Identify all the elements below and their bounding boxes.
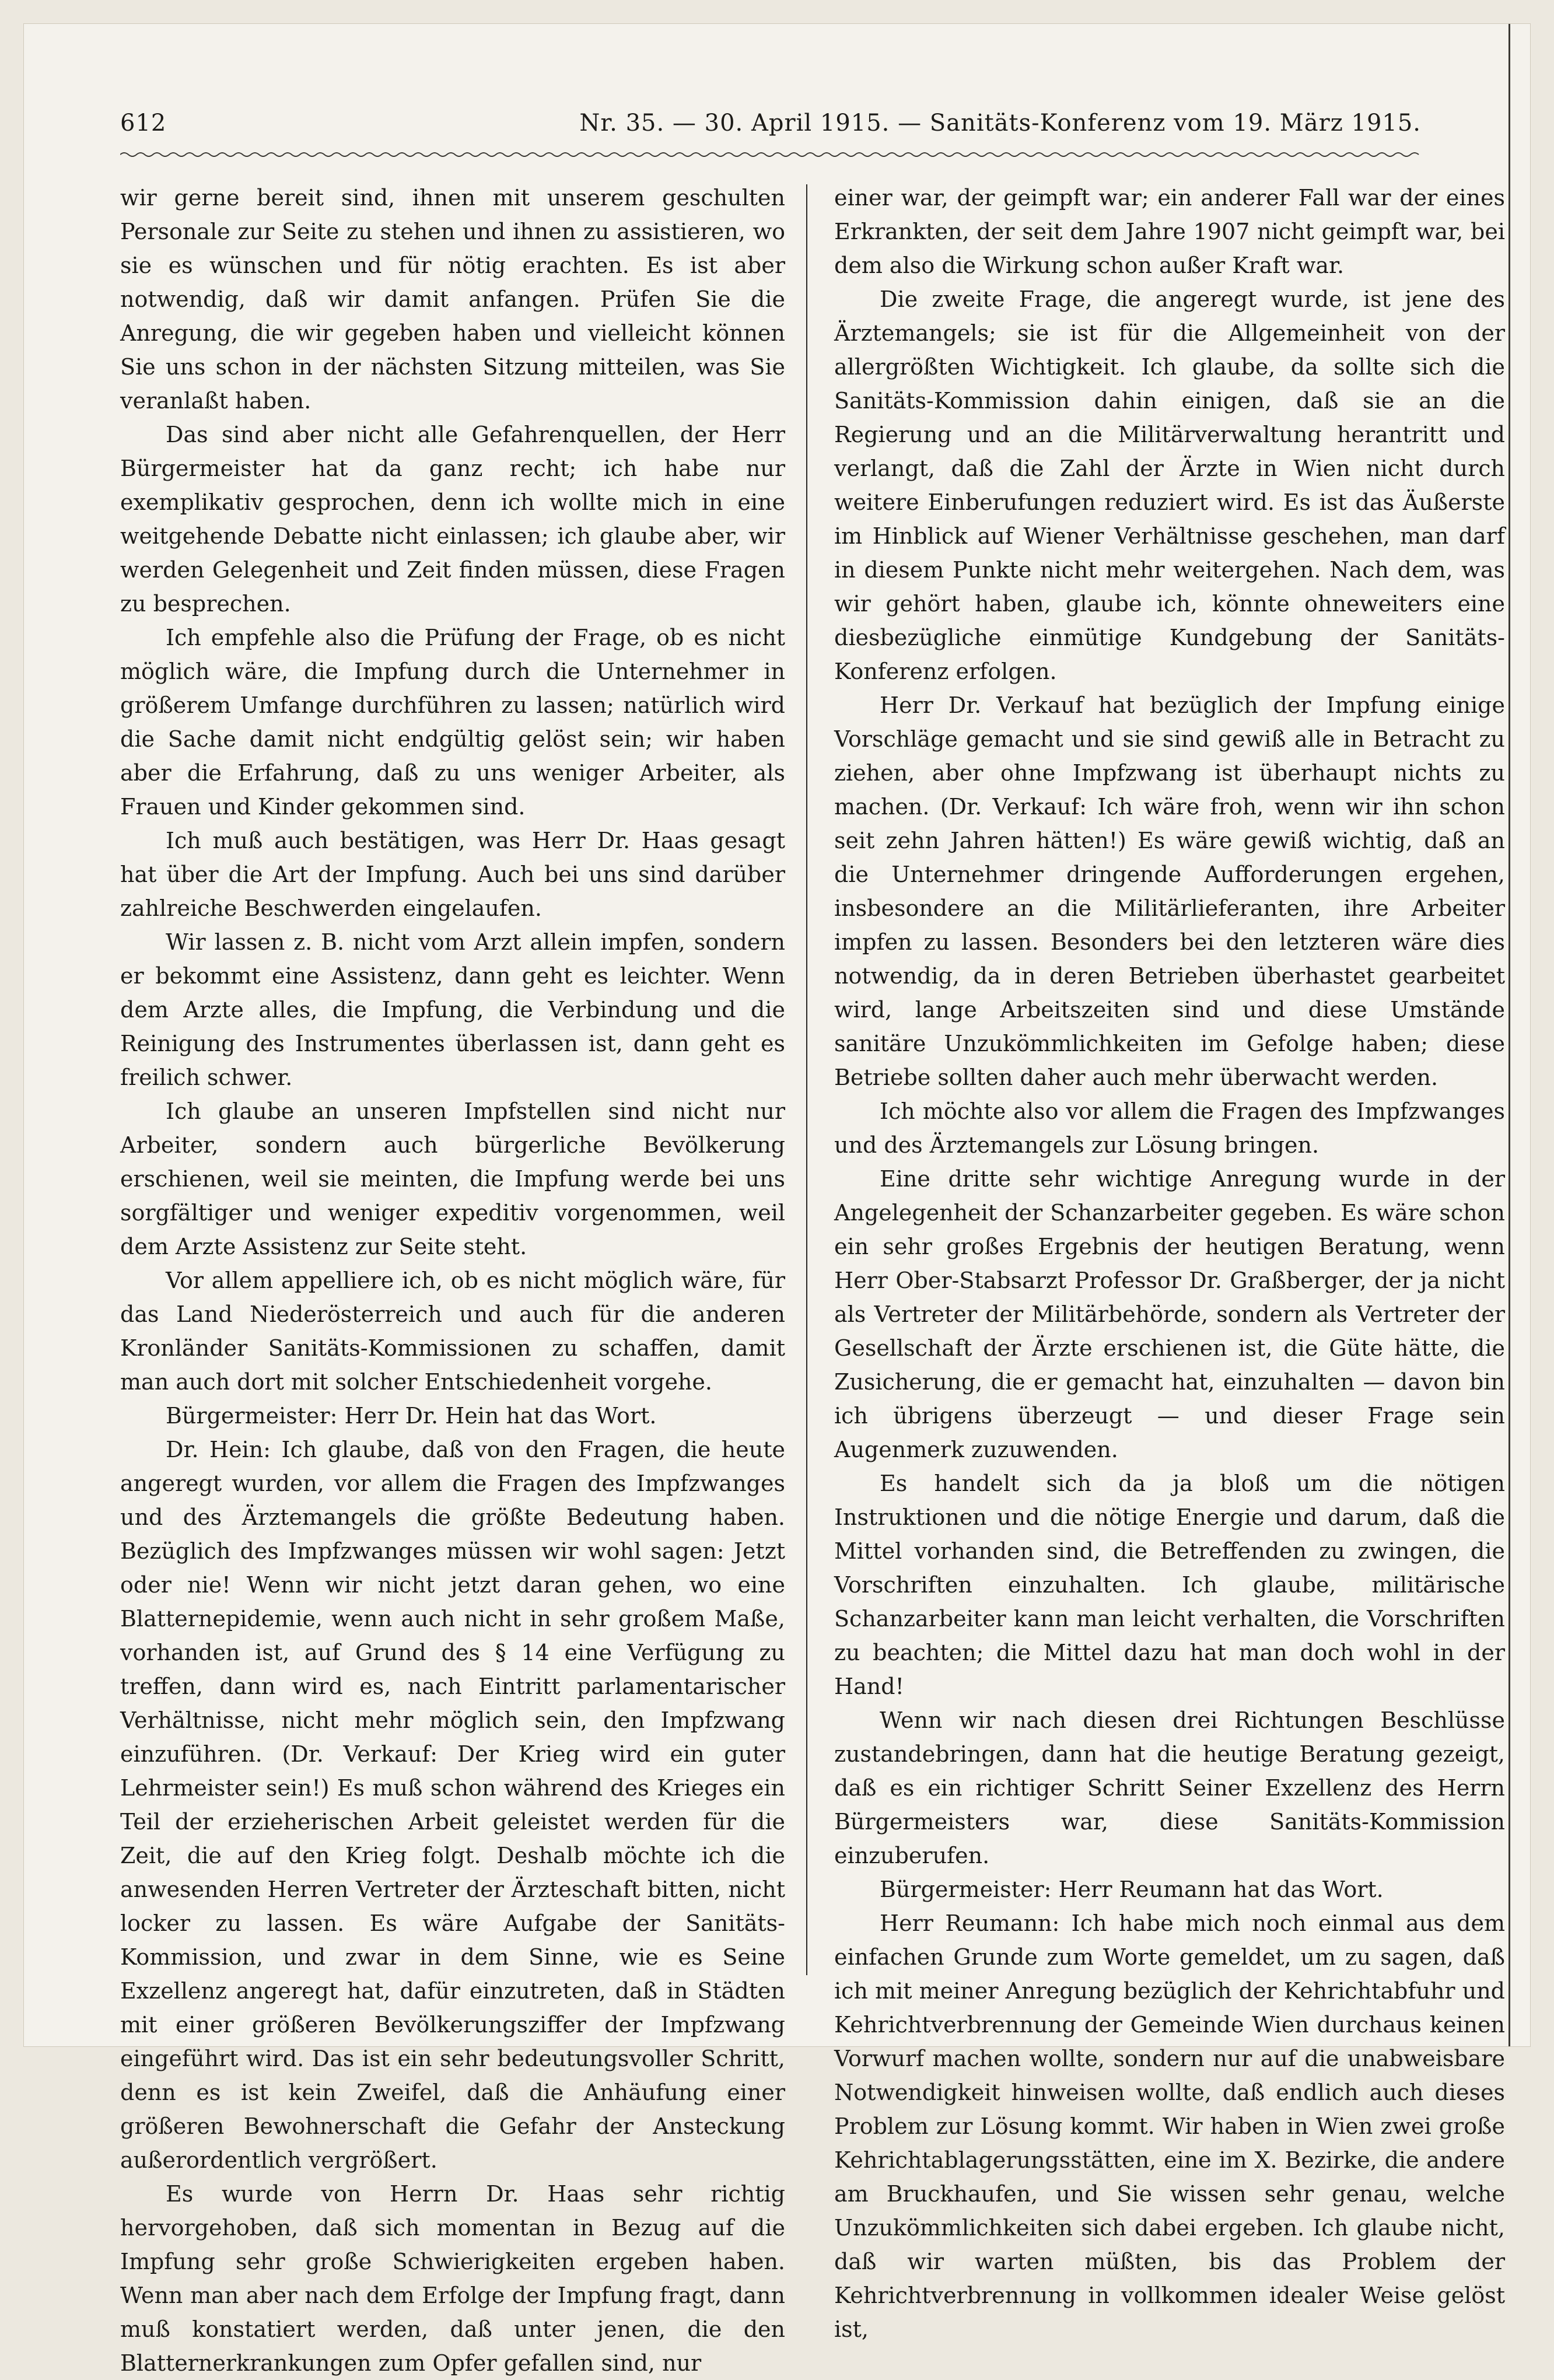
paragraph: Dr. Hein: Ich glaube, daß von den Fragen, die heute angeregt wurden, vor allem die Fragen des Impfzwanges und des Ärztemangels die größte Bedeutung haben. Bezüglich des Impfzwanges müssen wir wohl sagen: Jetzt oder nie! Wenn wir nicht jetzt daran gehen, wo eine Blatternepidemie, wenn auch nicht in sehr großem Maße, vorhanden ist, auf Grund des § 14 eine Verfügung zu treffen, dann wird es, nach Eintritt parlamentarischer Verhältnisse, nicht mehr möglich sein, den Impfzwang einzuführen. (Dr. Verkauf: Der Krieg wird ein guter Lehrmeister sein!) Es muß schon während des Krieges ein Teil der erzieherischen Arbeit geleistet werden für die Zeit, die auf den Krieg folgt. Deshalb möchte ich die anwesenden Herren Vertreter der Ärzteschaft bitten, nicht locker zu lassen. Es wäre Aufgabe der Sanitäts-Kommission, und zwar in dem Sinne, wie es Seine Exzellenz angeregt hat, dafür einzutreten, daß in Städten mit einer größeren Bevölkerungsziffer der Impfzwang eingeführt wird. Das ist ein sehr bedeutungsvoller Schritt, denn es ist kein Zweifel, daß die Anhäufung einer größeren Bewohnerschaft die Gefahr der Ansteckung außerordentlich vergrößert. bbox=[120, 1437, 785, 2173]
paragraph: Herr Dr. Verkauf hat bezüglich der Impfung einige Vorschläge gemacht und sie sind gewiß alle in Betracht zu ziehen, aber ohne Impfzwang ist überhaupt nichts zu machen. (Dr. Verkauf: Ich wäre froh, wenn wir ihn schon seit zehn Jahren hätten!) Es wäre gewiß wichtig, daß an die Unternehmer dringende Aufforderungen ergehen, insbesondere an die Militärlieferanten, ihre Arbeiter impfen zu lassen. Besonders bei den letzteren wäre dies notwendig, da in deren Betrieben überhastet gearbeitet wird, lange Arbeitszeiten sind und diese Umstände sanitäre Unzukömmlichkeiten im Gefolge haben; diese Betriebe sollten daher auch mehr überwacht werden. bbox=[834, 692, 1505, 1090]
right-column bbox=[834, 181, 1505, 2346]
paragraph: Ich muß auch bestätigen, was Herr Dr. Haas gesagt hat über die Art der Impfung. Auch bei uns sind darüber zahlreiche Beschwerden eingelaufen. bbox=[120, 828, 785, 921]
running-title: Nr. 35. — 30. April 1915. — Sanitäts-Konferenz vom 19. März 1915. bbox=[579, 110, 1421, 136]
paragraph: Herr Reumann: Ich habe mich noch einmal aus dem einfachen Grunde zum Worte gemeldet, um zu sagen, daß ich mit meiner Anregung bezüglich der Kehrichtabfuhr und Kehrichtverbrennung der Gemeinde Wien durchaus keinen Vorwurf machen wollte, sondern nur auf die unabweisbare Notwendigkeit hinweisen wollte, daß endlich auch dieses Problem zur Lösung kommt. Wir haben in Wien zwei große Kehrichtablagerungsstätten, eine im X. Bezirke, die andere am Bruckhaufen, und Sie wissen sehr genau, welche Unzukömmlichkeiten sich dabei ergeben. Ich glaube nicht, daß wir warten müßten, bis das Problem der Kehrichtverbrennung in vollkommen idealer Weise gelöst ist, bbox=[834, 1910, 1505, 2342]
column-divider bbox=[806, 184, 807, 1975]
page-frame-edge bbox=[1508, 24, 1510, 2046]
page-number: 612 bbox=[120, 110, 167, 136]
paragraph: Das sind aber nicht alle Gefahrenquellen, der Herr Bürgermeister hat da ganz recht; ich habe nur exemplikativ gesprochen, denn ich wollte mich in eine weitgehende Debatte nicht einlassen; ich glaube aber, wir werden Gelegenheit und Zeit finden müssen, diese Fragen zu besprechen. bbox=[120, 422, 785, 617]
paragraph: einer war, der geimpft war; ein anderer Fall war der eines Erkrankten, der seit dem Jahre 1907 nicht geimpft war, bei dem also die Wirkung schon außer Kraft war. bbox=[834, 185, 1505, 278]
speaker-line: Bürgermeister: Herr Reumann hat das Wort. bbox=[880, 1877, 1384, 1902]
paragraph: Vor allem appelliere ich, ob es nicht möglich wäre, für das Land Niederösterreich und auch für die anderen Kronländer Sanitäts-Kommissionen zu schaffen, damit man auch dort mit solcher Entschiedenheit vorgehe. bbox=[120, 1268, 785, 1395]
paragraph: Wir lassen z. B. nicht vom Arzt allein impfen, sondern er bekommt eine Assistenz, dann geht es leichter. Wenn dem Arzte alles, die Impfung, die Verbindung und die Reinigung des Instrumentes überlassen ist, dann geht es freilich schwer. bbox=[120, 929, 785, 1090]
paragraph: Eine dritte sehr wichtige Anregung wurde in der Angelegenheit der Schanzarbeiter gegeben. Es wäre schon ein sehr großes Ergebnis der heutigen Beratung, wenn Herr Ober-Stabsarzt Professor Dr. Graßberger, der ja nicht als Vertreter der Militärbehörde, sondern als Vertreter der Gesellschaft der Ärzte erschienen ist, die Güte hätte, die Zusicherung, die er gemacht hat, einzuhalten — davon bin ich übrigens überzeugt — und dieser Frage sein Augenmerk zuzuwenden. bbox=[834, 1166, 1505, 1462]
paragraph: Ich möchte also vor allem die Fragen des Impfzwanges und des Ärztemangels zur Lösung bringen. bbox=[834, 1098, 1505, 1158]
paragraph: Wenn wir nach diesen drei Richtungen Beschlüsse zustandebringen, dann hat die heutige Beratung gezeigt, daß es ein richtiger Schritt Seiner Exzellenz des Herrn Bürgermeisters war, diese Sanitäts-Kommission einzuberufen. bbox=[834, 1707, 1505, 1868]
page-header bbox=[120, 110, 1421, 145]
paragraph: Ich glaube an unseren Impfstellen sind nicht nur Arbeiter, sondern auch bürgerliche Bevölkerung erschienen, weil sie meinten, die Impfung werde bei uns sorgfältiger und weniger expeditiv vorgenommen, weil dem Arzte Assistenz zur Seite steht. bbox=[120, 1098, 785, 1259]
paragraph: Die zweite Frage, die angeregt wurde, ist jene des Ärztemangels; sie ist für die Allgemeinheit von der allergrößten Wichtigkeit. Ich glaube, da sollte sich die Sanitäts-Kommission dahin einigen, daß sie an die Regierung und an die Militärverwaltung herantritt und verlangt, daß die Zahl der Ärzte in Wien nicht durch weitere Einberufungen reduziert wird. Es ist das Äußerste im Hinblick auf Wiener Verhältnisse geschehen, man darf in diesem Punkte nicht mehr weitergehen. Nach dem, was wir gehört haben, glaube ich, könnte ohneweiters eine diesbezügliche einmütige Kundgebung der Sanitäts-Konferenz erfolgen. bbox=[834, 286, 1505, 684]
left-column bbox=[120, 181, 785, 2380]
speaker-line: Bürgermeister: Herr Dr. Hein hat das Wort. bbox=[166, 1403, 657, 1429]
header-wavy-rule bbox=[120, 150, 1421, 159]
paragraph: Ich empfehle also die Prüfung der Frage, ob es nicht möglich wäre, die Impfung durch die Unternehmer in größerem Umfange durchführen zu lassen; natürlich wird die Sache damit nicht endgültig gelöst sein; wir haben aber die Erfahrung, daß zu uns weniger Arbeiter, als Frauen und Kinder gekommen sind. bbox=[120, 625, 785, 820]
paragraph: Es wurde von Herrn Dr. Haas sehr richtig hervorgehoben, daß sich momentan in Bezug auf die Impfung sehr große Schwierigkeiten ergeben haben. Wenn man aber nach dem Erfolge der Impfung fragt, dann muß konstatiert werden, daß unter jenen, die den Blatternerkrankungen zum Opfer gefallen sind, nur bbox=[120, 2181, 785, 2376]
paragraph: wir gerne bereit sind, ihnen mit unserem geschulten Personale zur Seite zu stehen und ihnen zu assistieren, wo sie es wünschen und für nötig erachten. Es ist aber notwendig, daß wir damit anfangen. Prüfen Sie die Anregung, die wir gegeben haben und vielleicht können Sie uns schon in der nächsten Sitzung mitteilen, was Sie veranlaßt haben. bbox=[120, 185, 785, 414]
paragraph: Es handelt sich da ja bloß um die nötigen Instruktionen und die nötige Energie und darum, daß die Mittel vorhanden sind, die Betreffenden zu zwingen, die Vorschriften einzuhalten. Ich glaube, militärische Schanzarbeiter kann man leicht verhalten, die Vorschriften zu beachten; die Mittel dazu hat man doch wohl in der Hand! bbox=[834, 1471, 1505, 1699]
